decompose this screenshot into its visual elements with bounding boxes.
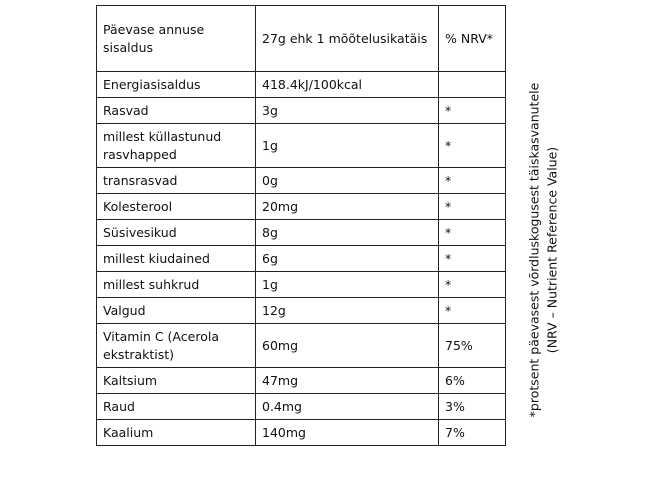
nutrient-amount: 8g: [256, 220, 439, 246]
table-row: [97, 98, 506, 124]
footnote-line-1: *protsent päevasest võrdluskogusest täiskasvanutele: [526, 82, 541, 418]
header-daily-dose: Päevase annuse sisaldus: [97, 6, 256, 72]
nutrient-nrv: *: [439, 298, 506, 324]
nutrient-name: Energiasisaldus: [97, 72, 256, 98]
nutrient-nrv: *: [439, 98, 506, 124]
nutrient-nrv: 75%: [439, 324, 506, 368]
nutrition-table: [96, 5, 506, 446]
nutrient-amount: 3g: [256, 98, 439, 124]
nutrient-nrv: *: [439, 194, 506, 220]
table-row: [97, 324, 506, 368]
nutrient-nrv: [439, 72, 506, 98]
nutrient-nrv: 6%: [439, 368, 506, 394]
nutrient-amount: 60mg: [256, 324, 439, 368]
header-serving-size: 27g ehk 1 mõõtelusikatäis: [256, 6, 439, 72]
nutrient-nrv: 7%: [439, 420, 506, 446]
nutrient-nrv: *: [439, 124, 506, 168]
nutrient-name: millest küllastunud rasvhapped: [97, 124, 256, 168]
nutrient-name: Kaltsium: [97, 368, 256, 394]
nutrient-amount: 12g: [256, 298, 439, 324]
table-row: [97, 220, 506, 246]
nutrient-nrv: 3%: [439, 394, 506, 420]
nutrient-nrv: *: [439, 220, 506, 246]
header-nrv-percent: % NRV*: [439, 6, 506, 72]
nutrient-amount: 1g: [256, 272, 439, 298]
table-row: [97, 394, 506, 420]
table-row: [97, 124, 506, 168]
table-header-row: [97, 6, 506, 72]
nutrient-nrv: *: [439, 168, 506, 194]
nutrient-amount: 1g: [256, 124, 439, 168]
table-row: [97, 72, 506, 98]
nutrient-name: Rasvad: [97, 98, 256, 124]
nutrient-name: Raud: [97, 394, 256, 420]
nutrient-name: Vitamin C (Acerola ekstraktist): [97, 324, 256, 368]
table-row: [97, 168, 506, 194]
nutrient-name: Valgud: [97, 298, 256, 324]
nutrient-amount: 140mg: [256, 420, 439, 446]
nutrient-amount: 0.4mg: [256, 394, 439, 420]
table-row: [97, 368, 506, 394]
nutrient-name: Süsivesikud: [97, 220, 256, 246]
nutrient-name: millest suhkrud: [97, 272, 256, 298]
table-row: [97, 272, 506, 298]
nutrient-amount: 418.4kJ/100kcal: [256, 72, 439, 98]
nutrient-name: Kolesterool: [97, 194, 256, 220]
nutrient-amount: 20mg: [256, 194, 439, 220]
nutrient-amount: 47mg: [256, 368, 439, 394]
nrv-footnote: [517, 82, 569, 418]
nutrient-nrv: *: [439, 246, 506, 272]
table-row: [97, 194, 506, 220]
table-row: [97, 420, 506, 446]
table-row: [97, 298, 506, 324]
nutrient-amount: 6g: [256, 246, 439, 272]
footnote-line-2: (NRV – Nutrient Reference Value): [544, 146, 559, 354]
nutrient-amount: 0g: [256, 168, 439, 194]
table-row: [97, 246, 506, 272]
nutrient-nrv: *: [439, 272, 506, 298]
nutrient-name: Kaalium: [97, 420, 256, 446]
nutrient-name: millest kiudained: [97, 246, 256, 272]
nutrient-name: transrasvad: [97, 168, 256, 194]
